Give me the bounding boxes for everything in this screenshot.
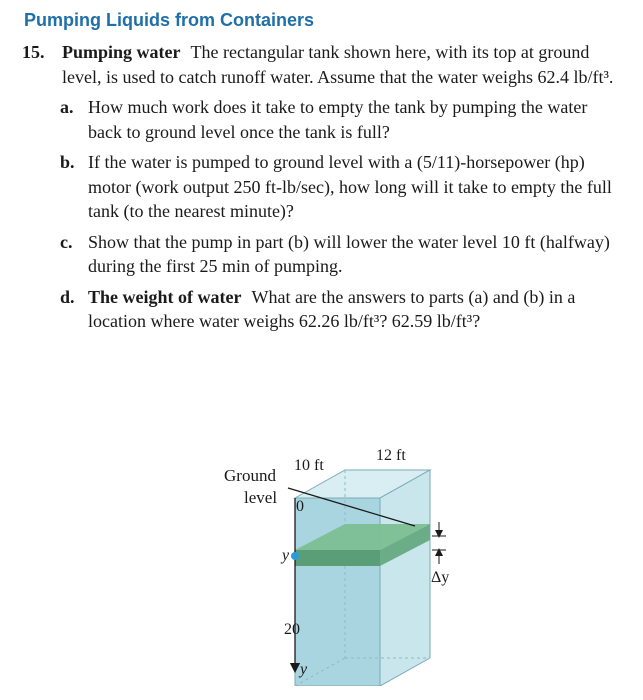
part-c	[22, 230, 622, 279]
part-c-label: c.	[60, 231, 73, 252]
label-width: 10 ft	[294, 457, 324, 474]
section-title: Pumping Liquids from Containers	[24, 10, 315, 30]
part-b	[22, 150, 622, 224]
part-a-label: a.	[60, 97, 74, 117]
problem-15	[22, 40, 622, 340]
part-d-label: d.	[60, 286, 75, 307]
problem-text: The rectangular tank shown here, with its top at ground level, is used to catch runoff water. Assume that the water weighs 62.4 lb/ft³.	[62, 42, 614, 87]
axis-twenty-label: 20	[284, 621, 300, 638]
label-level: level	[244, 488, 278, 507]
tank-side-face	[380, 470, 430, 686]
problem-number: 15.	[22, 42, 45, 62]
slab-front-face	[295, 550, 380, 566]
part-a-text: How much work does it take to empty the tank by pumping the water back to ground level once the tank is full?	[88, 97, 588, 142]
axis-y-mark: y	[282, 547, 290, 564]
delta-y-label: Δy	[431, 569, 450, 586]
problem-parts	[22, 95, 622, 334]
axis-zero-label: 0	[296, 498, 304, 515]
part-d-title: The weight of water	[88, 286, 242, 307]
axis-y-label: y	[300, 661, 308, 678]
part-d	[22, 285, 622, 334]
part-b-label: b.	[60, 152, 75, 172]
part-c-text: Show that the pump in part (b) will lower the water level 10 ft (halfway) during the first 25 min of pumping.	[88, 231, 610, 276]
problem-title: Pumping water	[62, 42, 181, 62]
label-ground: Ground	[224, 466, 276, 485]
problem-statement	[22, 40, 622, 89]
part-a	[22, 95, 622, 144]
tank-figure	[210, 436, 470, 686]
label-length: 12 ft	[376, 447, 406, 464]
y-point	[291, 552, 299, 560]
part-b-text: If the water is pumped to ground level with a (5/11)-horsepower (hp) motor (work output 250 ft-lb/sec), how long will it take to empty the full tank (to the nearest minute)?	[88, 152, 612, 221]
tank-diagram	[210, 436, 470, 686]
part-d-text: What are the answers to parts (a) and (b) in a location where water weighs 62.26 lb/ft³? 62.59 lb/ft³?	[88, 286, 576, 331]
